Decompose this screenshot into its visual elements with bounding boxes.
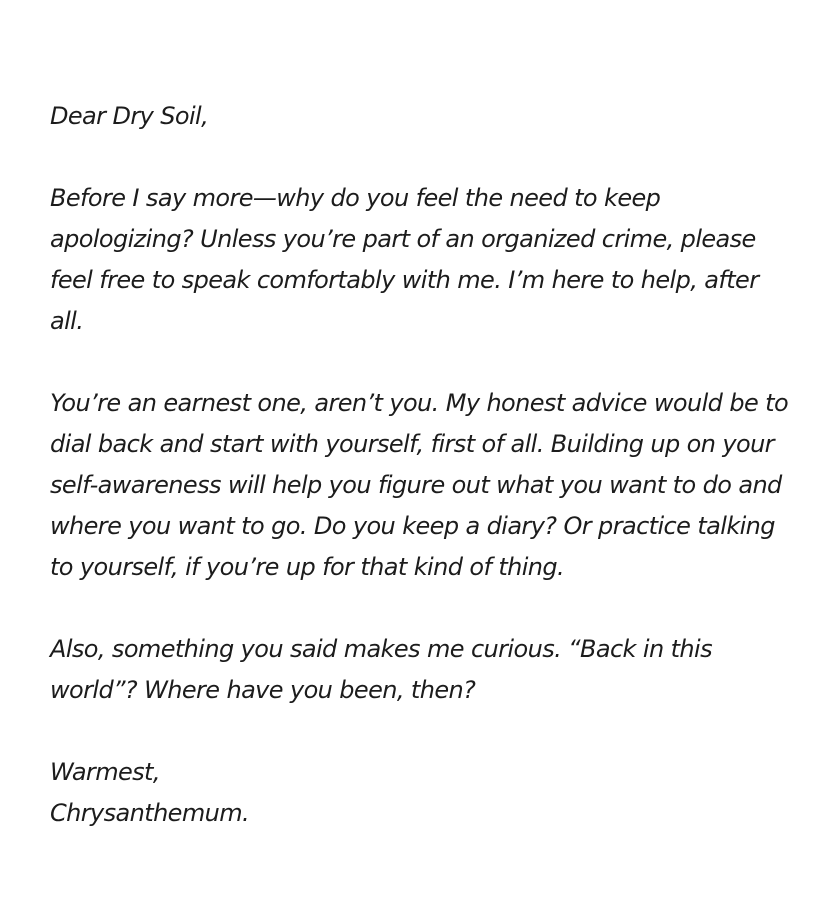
paragraph-1: Before I say more—why do you feel the need to keep apologizing? Unless you’re part of an organized crime, please feel free to speak comfortably with me. I’m here to help, after all. bbox=[50, 184, 759, 335]
closing: Warmest, bbox=[50, 758, 160, 786]
paragraph-3: Also, something you said makes me curious. “Back in this world”? Where have you been, then? bbox=[50, 635, 712, 704]
letter-body bbox=[50, 96, 790, 834]
signature: Chrysanthemum. bbox=[50, 799, 250, 827]
paragraph-2: You’re an earnest one, aren’t you. My honest advice would be to dial back and start with yourself, first of all. Building up on your self-awareness will help you figure out what you want to do and where you want to go. Do you keep a diary? Or practice talking to yourself, if you’re up for that kind of thing. bbox=[50, 389, 789, 581]
salutation: Dear Dry Soil, bbox=[50, 102, 209, 130]
